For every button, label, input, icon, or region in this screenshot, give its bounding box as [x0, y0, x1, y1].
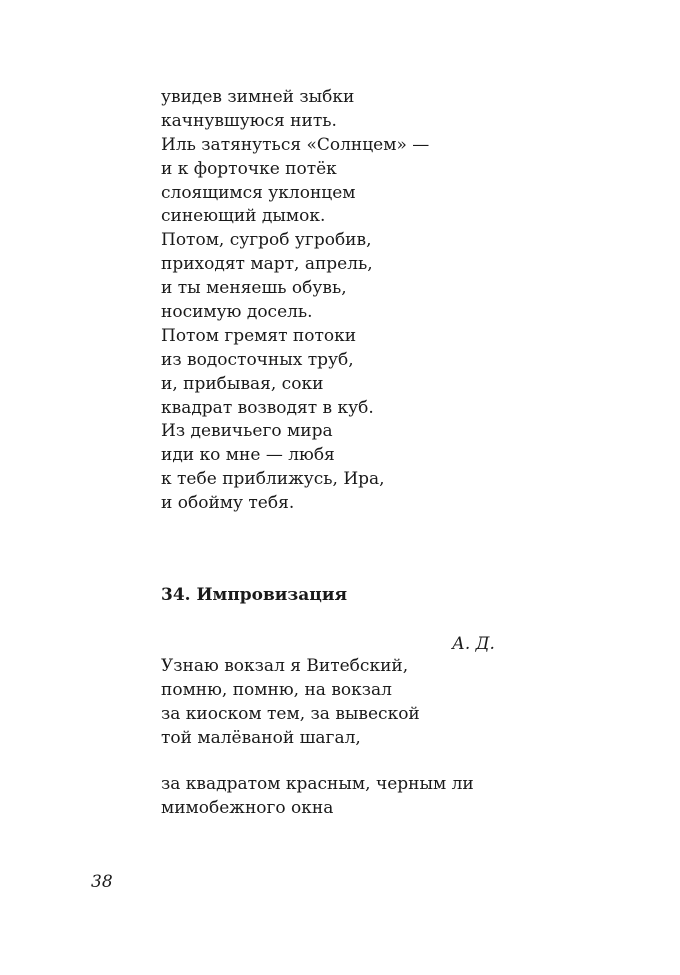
- verse-line: приходят март, апрель,: [161, 254, 373, 275]
- verse-line: и ты меняешь обувь,: [161, 278, 347, 299]
- verse-line: за квадратом красным, черным ли: [161, 774, 474, 794]
- verse-line: Потом гремят потоки: [161, 325, 357, 346]
- poem-heading: 34. Импровизация: [161, 585, 348, 605]
- stanza: [161, 655, 420, 751]
- verse-line: увидев зимней зыбки: [161, 87, 355, 107]
- verse-line: и, прибывая, соки: [161, 373, 324, 394]
- verse-line: Потом, сугроб угробив,: [161, 230, 372, 251]
- poem-continuation: [161, 86, 429, 516]
- stanza: [161, 773, 474, 821]
- verse-line: той малёваной шагал,: [161, 727, 361, 748]
- verse-line: иди ко мне — любя: [161, 445, 335, 466]
- verse-line: носимую досель.: [161, 302, 313, 323]
- verse-line: и обойму тебя.: [161, 493, 295, 514]
- verse-line: и к форточке потёк: [161, 158, 337, 179]
- verse-line: синеющий дымок.: [161, 206, 326, 227]
- verse-line: Из девичьего мира: [161, 421, 333, 442]
- verse-line: Иль затянуться «Солнцем» —: [161, 134, 430, 155]
- verse-line: Узнаю вокзал я Витебский,: [161, 656, 409, 676]
- page-number: 38: [91, 872, 113, 892]
- dedication: А. Д.: [452, 634, 495, 654]
- verse-line: помню, помню, на вокзал: [161, 679, 392, 700]
- verse-line: мимобежного окна: [161, 797, 334, 818]
- verse-line: качнувшуюся нить.: [161, 110, 337, 131]
- verse-line: за киоском тем, за вывеской: [161, 703, 420, 724]
- verse-line: квадрат возводят в куб.: [161, 397, 374, 418]
- verse-line: из водосточных труб,: [161, 349, 354, 370]
- verse-line: слоящимся уклонцем: [161, 182, 356, 203]
- verse-line: к тебе приближусь, Ира,: [161, 469, 385, 490]
